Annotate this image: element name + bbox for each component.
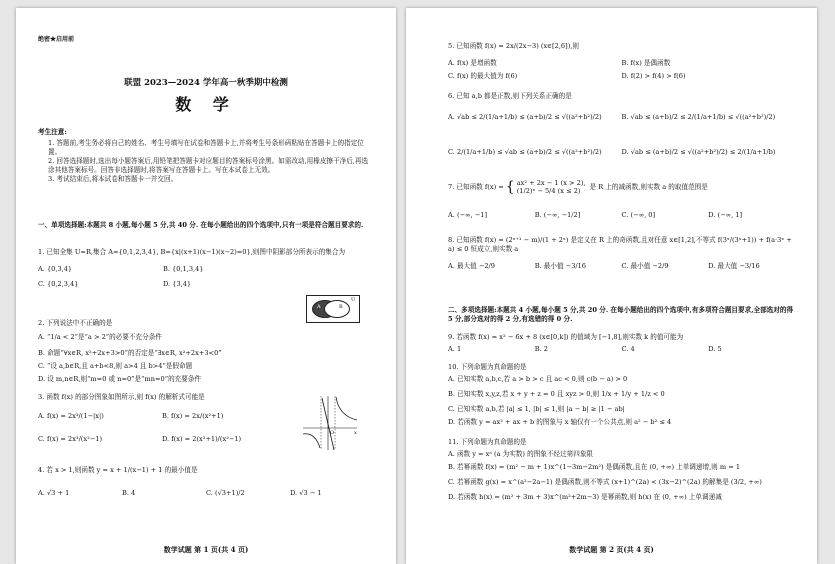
function-graph (301, 394, 359, 452)
option-c: C. 2/(1/a+1/b) ≤ √ab ≤ (a+b)/2 ≤ √((a²+b²)/2) (448, 147, 602, 156)
option-a: A. 最大值 −2/9 (448, 261, 495, 270)
option-b: B. 4 (122, 488, 136, 497)
question-stem: 11. 下列命题为真命题的是 (448, 438, 527, 446)
option-d: D. √3 − 1 (290, 488, 322, 497)
question-4 (38, 466, 374, 498)
option-a: A. √ab ≤ 2/(1/a+1/b) ≤ (a+b)/2 ≤ √((a²+b²)/2) (448, 112, 602, 121)
venn-label-a: A (317, 304, 321, 310)
question-stem: 5. 已知函数 f(x) = 2x/(2x−3) (x∈[2,6]),则 (448, 42, 579, 50)
option-b: B. 2 (534, 344, 548, 353)
exam-title: 联盟 2023—2024 学年高一秋季期中检测 (124, 78, 288, 88)
question-stem: 9. 若函数 f(x) = x² − 6x + 8 (x∈[0,k]) 的值域为 [−1,8],则实数 k 的值可能为 (448, 333, 684, 341)
option-b: B. 已知实数 x,y,z,若 x + y + z = 0 且 xyz > 0,则 1/x + 1/y + 1/z < 0 (448, 389, 665, 398)
venn-label-b: B (339, 304, 343, 310)
option-b: B. 若幂函数 f(x) = (m² − m + 1)x^(1−3m−2m²) 是偶函数,且在 (0, +∞) 上单调递增,则 m = 1 (448, 462, 741, 471)
question-8 (448, 236, 795, 271)
option-c: C. (√3+1)/2 (206, 488, 245, 497)
notice-list (48, 139, 374, 183)
option-c: C. “设 a,b∈R,且 a+b<8,则 a>4 且 b>4”是假命题 (38, 361, 193, 370)
question-11 (448, 438, 795, 501)
question-stem: 8. 已知函数 f(x) = (2ˣ⁺¹ − m)/(1 + 2ˣ) 是定义在 R 上的奇函数,且对任意 x∈[1,2],不等式 f(3ˣ/(3ˣ+1)) + f(a·3ˣ + a) ≤ 0 恒成立,则实数 a (448, 236, 792, 253)
option-d: D. 若函数 h(x) = (m² + 3m + 3)x^(m²+2m−3) 是幂函数,则 h(x) 在 (0, +∞) 上单调递减 (448, 492, 722, 501)
question-stem: 10. 下列命题为真命题的是 (448, 363, 527, 371)
question-9 (448, 333, 795, 354)
option-a: A. 1 (448, 344, 462, 353)
subject-title: 数 学 (175, 95, 237, 114)
question-stem: 2. 下列说法中不正确的是 (38, 319, 113, 327)
option-d: D. f(2) > f(4) > f(6) (621, 71, 686, 80)
secret-mark: 绝密★启用前 (38, 36, 75, 43)
option-a: A. {0,3,4} (38, 264, 73, 273)
option-d: D. f(x) = 2(x²+1)/(x²−1) (162, 434, 242, 443)
option-c: C. 最小值 −2/9 (621, 261, 669, 270)
venn-set-b (324, 300, 350, 318)
option-b: B. 命题“∀x∈R, x²+2x+3>0”的否定是“∃x∈R, x²+2x+3<0” (38, 348, 222, 357)
option-b: B. f(x) 是偶函数 (621, 58, 671, 67)
option-c: C. 若幂函数 g(x) = x^(a²−2a−1) 是偶函数,则不等式 (x+1)^(2a) < (3x−2)^(2a) 的解集是 (3/2, +∞) (448, 477, 762, 486)
option-a: A. (−∞, −1] (448, 210, 488, 219)
graph-x-label: x (354, 430, 357, 436)
option-a: A. 函数 y = xᵃ (a 为实数) 的图象不经过第四象限 (448, 449, 594, 458)
option-c: C. f(x) = 2x³/(x²−1) (38, 434, 103, 443)
notice-item: 1. 答题前,考生务必将自己的姓名、考生号填写在试卷和答题卡上,并将考生号条形码粘贴在答题卡上的指定位置。 (48, 139, 364, 156)
question-stem: 7. 已知函数 f(x) = (448, 183, 504, 191)
option-d: D. {3,4} (163, 279, 192, 288)
page-footer: 数学试题 第 1 页(共 4 页) (163, 544, 249, 554)
piece-case-1: ax² + 2x − 1 (x > 2), (516, 178, 586, 187)
option-d: D. 若函数 y = ax² + ax + b 的图象与 x 轴仅有一个公共点,则 a² − b² ≤ 4 (448, 417, 672, 426)
option-a: A. √3 + 1 (38, 488, 70, 497)
question-10 (448, 363, 795, 426)
question-1 (38, 248, 374, 289)
option-b: B. f(x) = 2x/(x²+1) (162, 411, 224, 420)
option-c: C. {0,2,3,4} (38, 279, 79, 288)
graph-origin-label: O (330, 430, 335, 436)
option-c: C. (−∞, 0] (621, 210, 656, 219)
option-d: D. (−∞, 1] (708, 210, 743, 219)
notice-item: 2. 回答选择题时,选出每小题答案后,用铅笔把答题卡对应题目的答案标号涂黑。如需改动,用橡皮擦干净后,再选涂其他答案标号。回答非选择题时,将答案写在答题卡上。写在本试卷上无效。 (48, 156, 369, 174)
question-2 (38, 319, 374, 383)
option-a: A. f(x) = 2x³/(1−|x|) (38, 411, 104, 420)
question-stem: 4. 若 x > 1,则函数 y = x + 1/(x−1) + 1 的最小值是 (38, 466, 198, 474)
option-c: C. 4 (621, 344, 635, 353)
notice-item: 3. 考试结束后,将本试卷和答题卡一并交回。 (48, 174, 178, 183)
notice-title: 考生注意: (38, 128, 67, 136)
option-d: D. 设 m,n∈R,则“m=0 或 n=0”是“mn=0”的充要条件 (38, 374, 202, 383)
option-b: B. 最小值 −3/16 (534, 261, 586, 270)
question-3 (38, 393, 286, 444)
exam-page-2 (406, 8, 817, 564)
question-stem: 1. 已知全集 U=R,集合 A={0,1,2,3,4}, B={x|(x+1)(x−1)(x−2)=0},则图中阴影部分所表示的集合为 (38, 248, 346, 256)
option-c: C. f(x) 的最大值为 f(6) (448, 71, 518, 80)
option-a: A. “1/a < 2”是“a > 2”的必要不充分条件 (38, 332, 162, 341)
option-a: A. f(x) 是增函数 (448, 58, 497, 67)
question-7 (448, 178, 795, 220)
question-6 (448, 92, 795, 157)
page-footer: 数学试题 第 2 页(共 4 页) (569, 544, 654, 554)
piece-case-2: (1/2)ˣ − 5/4 (x ≤ 2) (516, 187, 581, 196)
option-a: A. 已知实数 a,b,c,若 a > b > c 且 ac < 0,则 c(b − a) > 0 (448, 374, 628, 383)
question-stem: 6. 已知 a,b 都是正数,则下列关系正确的是 (448, 92, 572, 100)
question-5 (448, 42, 795, 81)
option-b: B. {0,1,3,4} (163, 264, 204, 273)
option-c: C. 已知实数 a,b,若 |a| ≤ 1, |b| ≤ 1,则 |a − b| ≥ |1 − ab| (448, 404, 625, 413)
option-b: B. (−∞, −1/2] (534, 210, 581, 219)
option-d: D. 最大值 −3/16 (708, 261, 760, 270)
section-single-choice: 一、单项选择题:本题共 8 小题,每小题 5 分,共 40 分. 在每小题给出的四个选项中,只有一项是符合题目要求的. (38, 221, 364, 229)
question-stem-end: 是 R 上的减函数,则实数 a 的取值范围是 (589, 183, 708, 191)
option-d: D. √ab ≤ (a+b)/2 ≤ √((a²+b²)/2) ≤ 2/(1/a+1/b) (621, 147, 776, 156)
section-multiple-choice: 二、多项选择题:本题共 4 小题,每小题 5 分,共 20 分. 在每小题给出的四个选项中,有多项符合题目要求,全部选对的得 5 分,部分选对的得 2 分,有选错的得 0 分. (448, 306, 794, 323)
brace-icon: { (505, 179, 515, 195)
option-b: B. √ab ≤ (a+b)/2 ≤ 2/(1/a+1/b) ≤ √((a²+b²)/2) (621, 112, 776, 121)
option-d: D. 5 (708, 344, 722, 353)
question-stem: 3. 函数 f(x) 的部分图象如图所示,则 f(x) 的解析式可能是 (38, 393, 205, 401)
venn-label-u: U (351, 297, 356, 303)
exam-page-1 (16, 8, 396, 564)
